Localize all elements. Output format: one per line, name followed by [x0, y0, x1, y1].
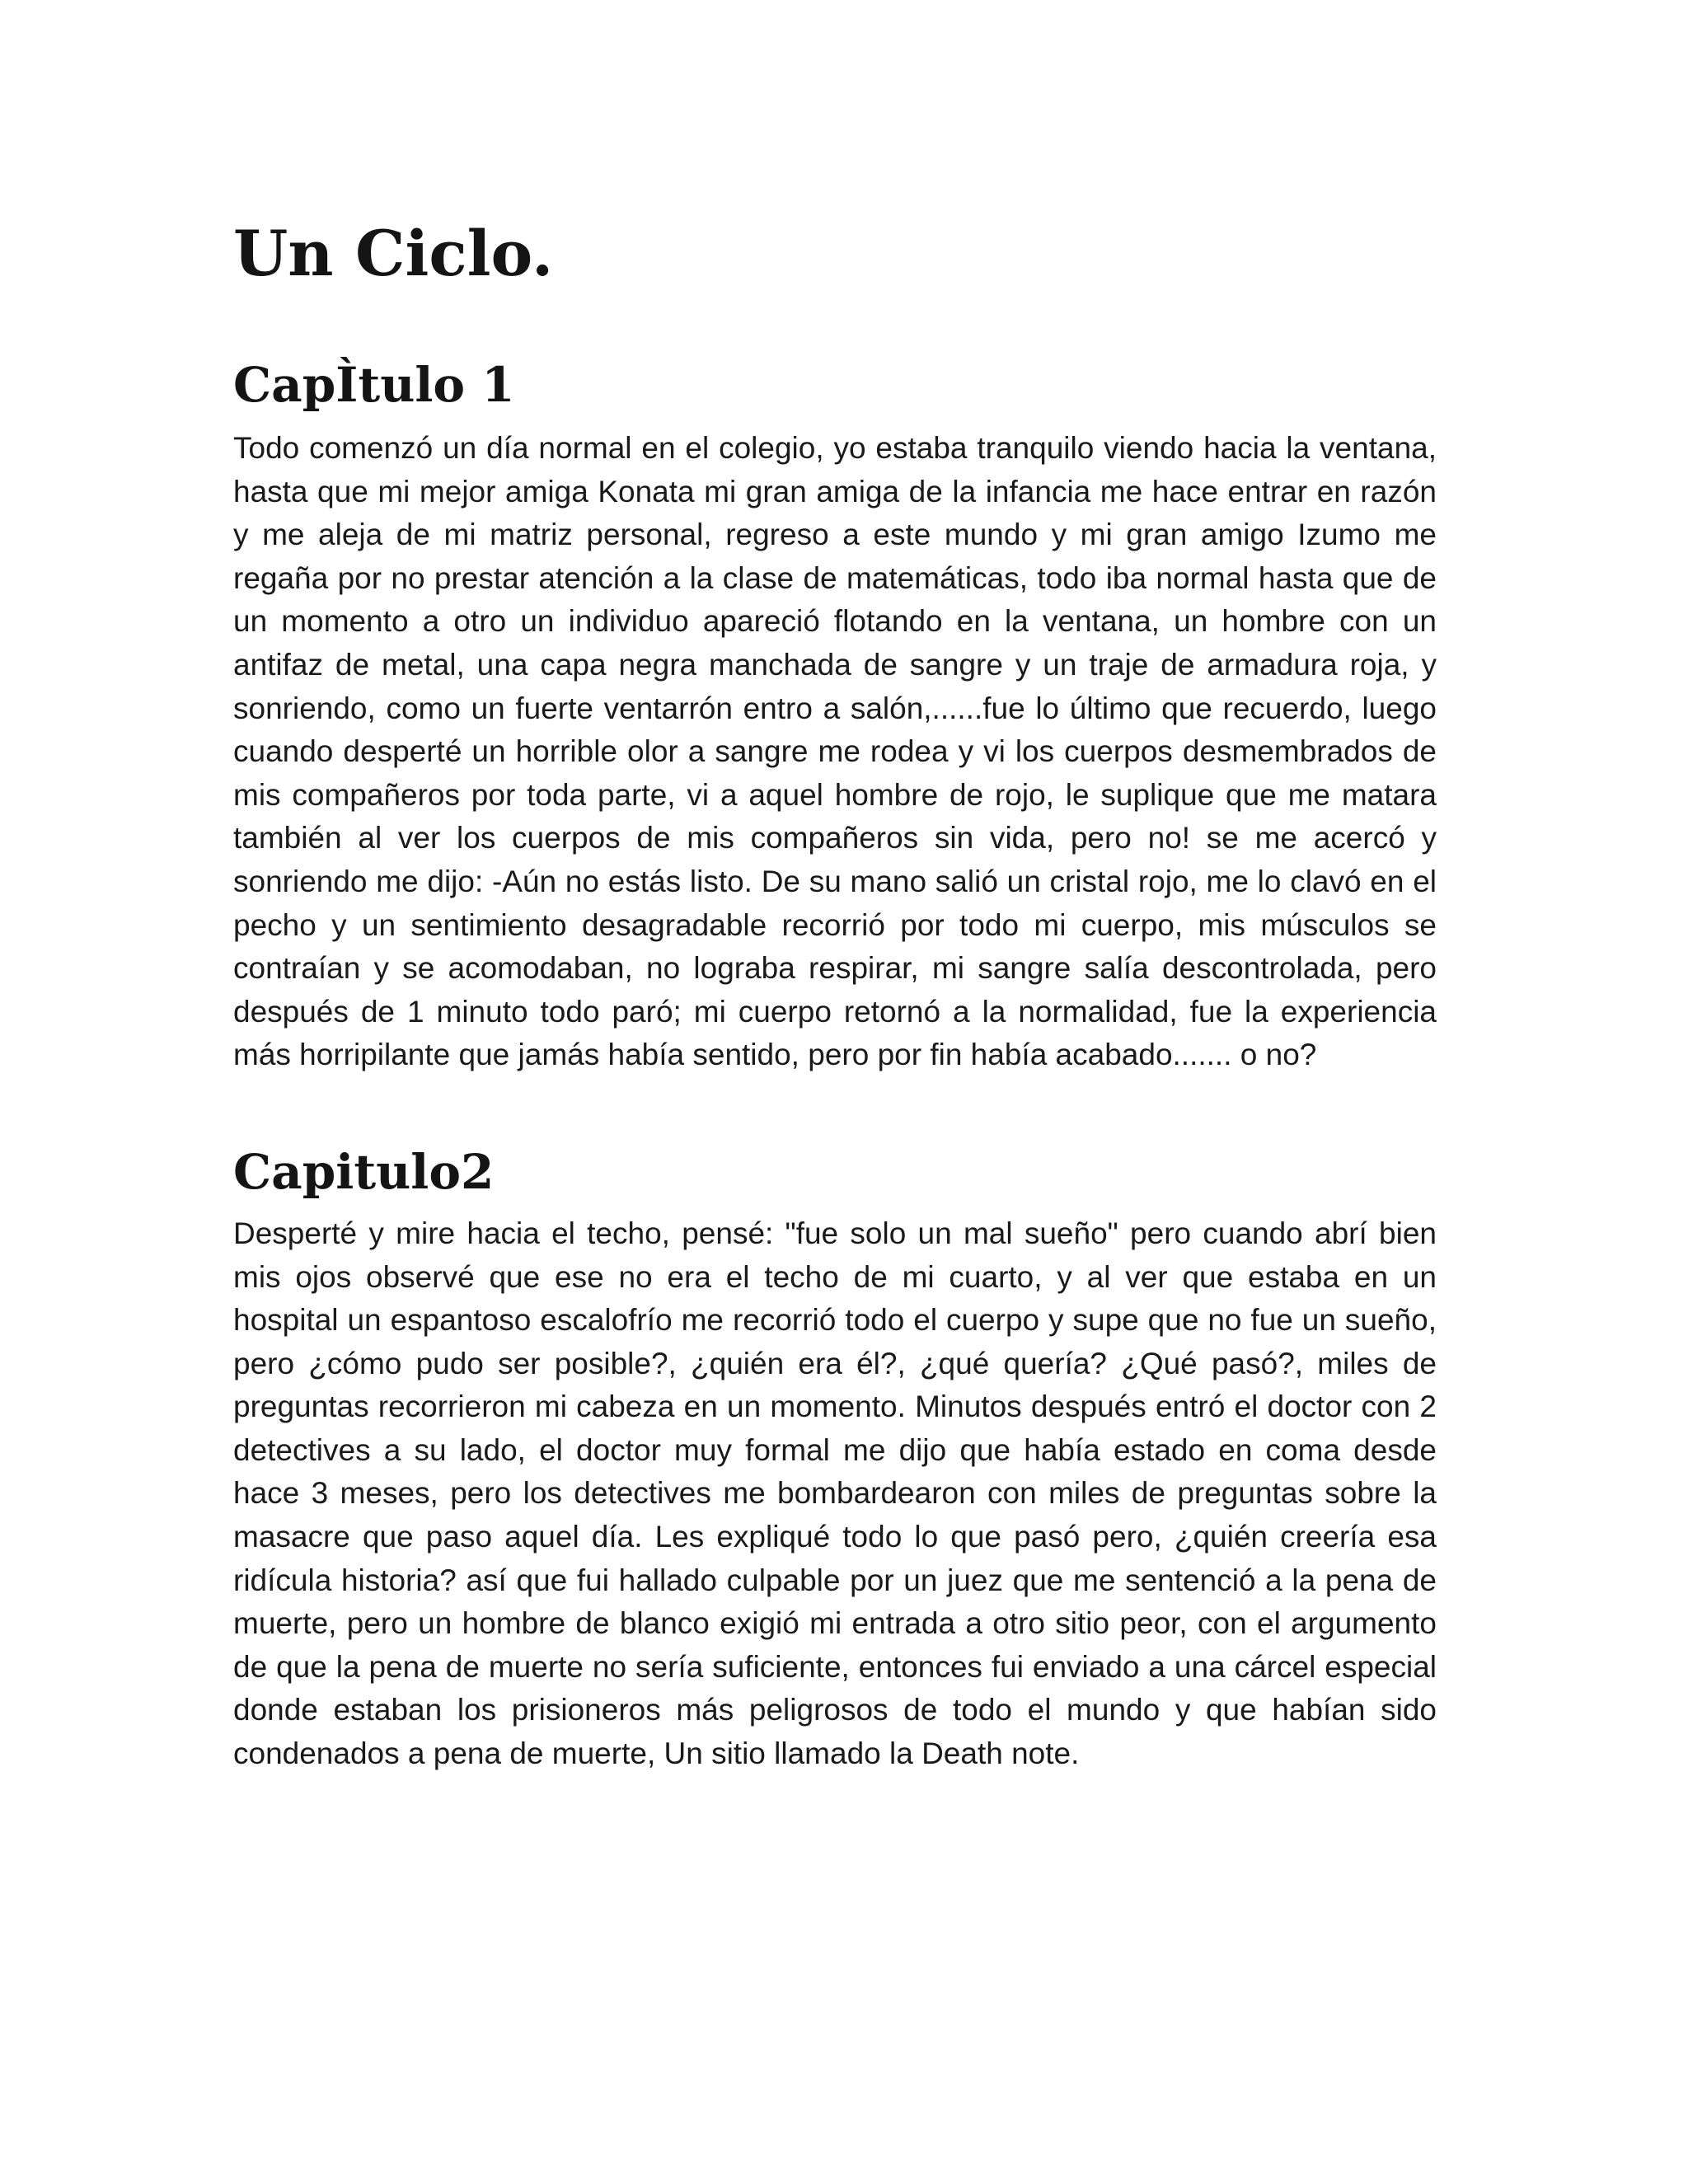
chapter-1-body: Todo comenzó un día normal en el colegio, yo estaba tranquilo viendo hacia la ventana, hasta que mi mejor amiga Konata mi gran amiga de la infancia me hace entrar en razón y me aleja de mi matriz personal, regreso a este mundo y mi gran amigo Izumo me regaña por no prestar atención a la clase de matemáticas, todo iba normal hasta que de un momento a otro un individuo apareció flotando en la ventana, un hombre con un antifaz de metal, una capa negra manchada de sangre y un traje de armadura roja, y sonriendo, como un fuerte ventarrón entro a salón,......fue lo último que recuerdo, luego cuando desperté un horrible olor a sangre me rodea y vi los cuerpos desmembrados de mis compañeros por toda parte, vi a aquel hombre de rojo, le suplique que me matara también al ver los cuerpos de mis compañeros sin vida, pero no! se me acercó y sonriendo me dijo: -Aún no estás listo. De su mano salió un cristal rojo, me lo clavó en el pecho y un sentimiento desagradable recorrió por todo mi cuerpo, mis músculos se contraían y se acomodaban, no lograba respirar, mi sangre salía descontrolada, pero después de 1 minuto todo paró; mi cuerpo retornó a la normalidad, fue la experiencia más horripilante que jamás había sentido, pero por fin había acabado....... o no? — [233, 431, 1437, 1072]
chapter-2-heading: Capitulo2 — [233, 1143, 495, 1200]
chapter-1-heading: CapÌtulo 1 — [233, 357, 515, 413]
chapter-1 — [233, 357, 1437, 1077]
document-title: Un Ciclo. — [233, 217, 554, 290]
chapter-2 — [233, 1143, 1437, 1776]
chapter-2-body: Desperté y mire hacia el techo, pensé: "fue solo un mal sueño" pero cuando abrí bien mis ojos observé que ese no era el techo de mi cuarto, y al ver que estaba en un hospital un espantoso escalofrío me recorrió todo el cuerpo y supe que no fue un sueño, pero ¿cómo pudo ser posible?, ¿quién era él?, ¿qué quería? ¿Qué pasó?, miles de preguntas recorrieron mi cabeza en un momento. Minutos después entró el doctor con 2 detectives a su lado, el doctor muy formal me dijo que había estado en coma desde hace 3 meses, pero los detectives me bombardearon con miles de preguntas sobre la masacre que paso aquel día. Les expliqué todo lo que pasó pero, ¿quién creería esa ridícula historia? así que fui hallado culpable por un juez que me sentenció a la pena de muerte, pero un hombre de blanco exigió mi entrada a otro sitio peor, con el argumento de que la pena de muerte no sería suficiente, entonces fui enviado a una cárcel especial donde estaban los prisioneros más peligrosos de todo el mundo y que habían sido condenados a pena de muerte, Un sitio llamado la Death note. — [233, 1216, 1437, 1771]
document-page — [233, 217, 1437, 1776]
